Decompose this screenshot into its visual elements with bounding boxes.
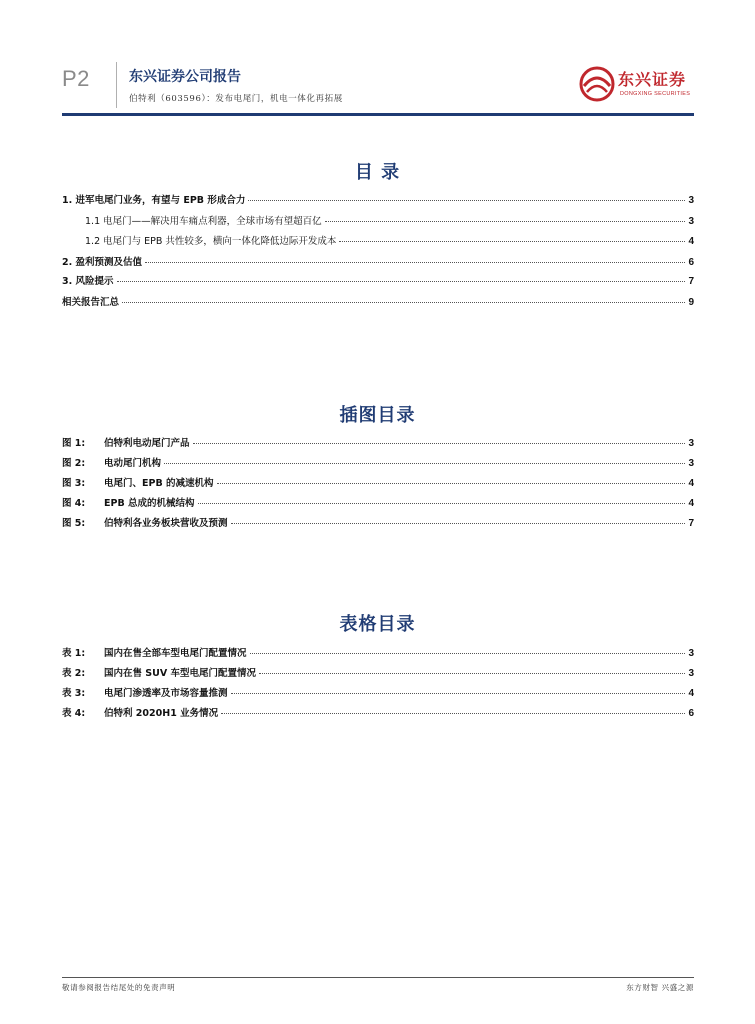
figure-entry-page: 4 — [688, 498, 694, 509]
page-number: P2 — [62, 66, 90, 91]
toc-entry-1-1[interactable] — [85, 213, 694, 227]
toc-entry-label: 相关报告汇总 — [62, 297, 120, 308]
figure-entry-page: 7 — [688, 518, 694, 529]
footer-rule — [62, 977, 694, 978]
figure-entry-number: 图 1: — [62, 438, 86, 449]
table-entry-number: 表 4: — [62, 708, 86, 719]
toc-entry-3[interactable] — [62, 273, 694, 287]
toc-entry-2[interactable] — [62, 254, 694, 268]
figure-entry-5[interactable] — [62, 515, 694, 529]
header-rule — [62, 113, 694, 116]
toc-entry-page: 3 — [688, 195, 694, 206]
logo-english-text: DONGXING SECURITIES — [620, 91, 691, 97]
figure-entry-label: EPB 总成的机械结构 — [104, 498, 195, 509]
figure-entry-2[interactable] — [62, 455, 694, 469]
figure-entry-number: 图 3: — [62, 478, 86, 489]
table-entry-3[interactable] — [62, 685, 694, 699]
table-entry-1[interactable] — [62, 645, 694, 659]
figure-entry-page: 3 — [688, 438, 694, 449]
toc-leader-dots — [325, 221, 686, 222]
toc-leader-dots — [217, 483, 686, 484]
table-entry-label: 伯特利 2020H1 业务情况 — [104, 708, 219, 719]
toc-leader-dots — [193, 443, 686, 444]
toc-leader-dots — [248, 200, 685, 201]
toc-leader-dots — [164, 463, 685, 464]
figure-entry-label: 伯特利电动尾门产品 — [104, 438, 190, 449]
table-entry-label: 国内在售全部车型电尾门配置情况 — [104, 648, 247, 659]
figure-entry-page: 3 — [688, 458, 694, 469]
figure-entry-3[interactable] — [62, 475, 694, 489]
report-subtitle: 伯特利（603596）：发布电尾门，机电一体化再拓展 — [129, 94, 343, 104]
toc-entry-page: 9 — [688, 297, 694, 308]
logo-text: 东兴证券 — [618, 70, 687, 89]
toc-leader-dots — [250, 653, 686, 654]
toc-leader-dots — [231, 523, 686, 524]
toc-entry-1[interactable] — [62, 192, 694, 206]
figure-entry-1[interactable] — [62, 435, 694, 449]
toc-leader-dots — [117, 281, 686, 282]
tables-title: 表格目录 — [339, 614, 416, 635]
table-entry-number: 表 2: — [62, 668, 86, 679]
report-type: 东兴证券公司报告 — [129, 69, 241, 85]
figure-entry-number: 图 2: — [62, 458, 86, 469]
table-entry-page: 3 — [688, 668, 694, 679]
header-divider — [116, 62, 117, 108]
figures-title: 插图目录 — [339, 405, 416, 426]
toc-entry-label: 1.2 电尾门与 EPB 共性较多，横向一体化降低边际开发成本 — [85, 236, 337, 247]
toc-leader-dots — [231, 693, 686, 694]
toc-entry-page: 7 — [688, 276, 694, 287]
figure-entry-page: 4 — [688, 478, 694, 489]
toc-entry-1-2[interactable] — [85, 233, 694, 247]
toc-entry-label: 1.1 电尾门——解决用车痛点利器，全球市场有望超百亿 — [85, 216, 322, 227]
table-entry-page: 4 — [688, 688, 694, 699]
toc-leader-dots — [198, 503, 686, 504]
table-entry-page: 3 — [688, 648, 694, 659]
table-entry-label: 电尾门渗透率及市场容量推测 — [104, 688, 228, 699]
table-entry-number: 表 3: — [62, 688, 86, 699]
figure-entry-number: 图 5: — [62, 518, 86, 529]
toc-leader-dots — [145, 262, 685, 263]
figure-entry-label: 伯特利各业务板块营收及预测 — [104, 518, 228, 529]
table-entry-4[interactable] — [62, 705, 694, 719]
figure-entry-label: 电动尾门机构 — [104, 458, 162, 469]
figure-entry-label: 电尾门、EPB 的减速机构 — [104, 478, 214, 489]
toc-entry-page: 4 — [688, 236, 694, 247]
table-entry-number: 表 1: — [62, 648, 86, 659]
toc-leader-dots — [122, 302, 685, 303]
table-entry-2[interactable] — [62, 665, 694, 679]
toc-entry-label: 3. 风险提示 — [62, 276, 114, 287]
toc-leader-dots — [259, 673, 685, 674]
toc-title: 目 录 — [354, 162, 401, 183]
footer-slogan: 东方财智 兴盛之源 — [626, 983, 694, 992]
table-entry-page: 6 — [688, 708, 694, 719]
toc-entry-label: 2. 盈利预测及估值 — [62, 257, 143, 268]
toc-entry-label: 1. 进军电尾门业务，有望与 EPB 形成合力 — [62, 195, 246, 206]
footer-disclaimer: 敬请参阅报告结尾处的免责声明 — [62, 983, 176, 992]
toc-entry-page: 6 — [688, 257, 694, 268]
figure-entry-number: 图 4: — [62, 498, 86, 509]
figure-entry-4[interactable] — [62, 495, 694, 509]
toc-leader-dots — [221, 713, 685, 714]
table-entry-label: 国内在售 SUV 车型电尾门配置情况 — [104, 668, 257, 679]
toc-leader-dots — [339, 241, 685, 242]
toc-entry-related[interactable] — [62, 294, 694, 308]
toc-entry-page: 3 — [688, 216, 694, 227]
